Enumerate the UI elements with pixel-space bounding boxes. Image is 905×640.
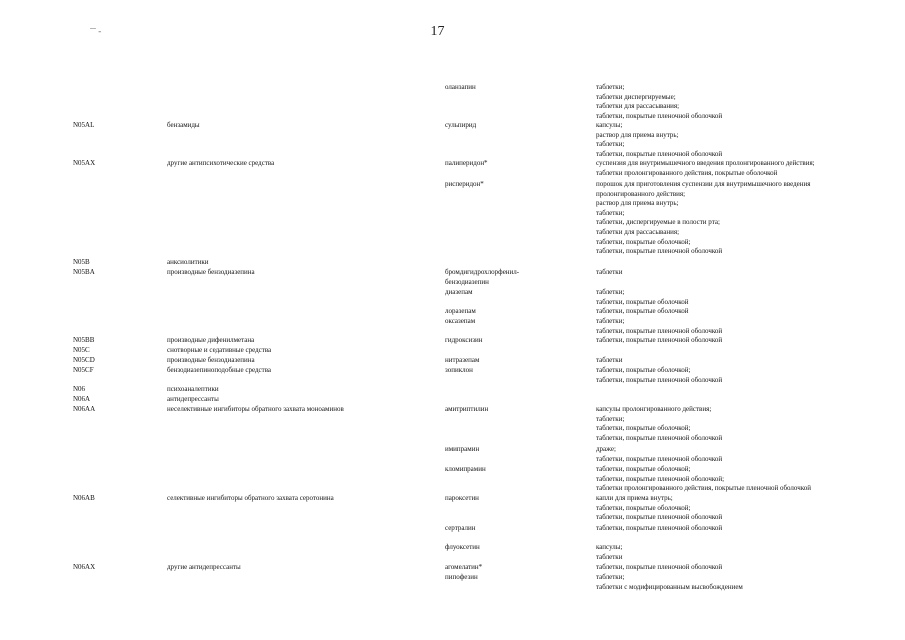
- drug-name: бензодиазепин: [445, 278, 489, 286]
- dosage-form: таблетки, покрытые пленочной оболочкой: [596, 513, 723, 522]
- dosage-form: таблетки;: [596, 140, 625, 149]
- dosage-form: суспензия для внутримышечного введения пролонгированного действия;: [596, 159, 815, 167]
- atc-group: бензамиды: [167, 121, 200, 129]
- drug-name: агомелатин*: [445, 563, 483, 571]
- atc-code: N05AX: [73, 159, 96, 167]
- dosage-form: драже;: [596, 445, 616, 453]
- scan-mark: ˉˉ -: [90, 26, 102, 36]
- drug-name: флуоксетин: [445, 543, 480, 551]
- drug-name: кломипрамин: [445, 465, 486, 473]
- dosage-form: таблетки для рассасывания;: [596, 228, 680, 236]
- dosage-form: таблетки: [596, 268, 623, 276]
- dosage-form: таблетки, покрытые оболочкой;: [596, 366, 691, 374]
- dosage-form: таблетки: [596, 552, 623, 561]
- dosage-form: таблетки: [596, 356, 623, 364]
- dosage-form: таблетки пролонгированного действия, покрытые пленочной оболочкой: [596, 484, 812, 493]
- atc-code: N05AL: [73, 121, 95, 129]
- atc-group: производные бензодиазепина: [167, 356, 255, 364]
- dosage-form: таблетки, покрытые пленочной оболочкой: [596, 524, 723, 532]
- drug-name: пароксетин: [445, 494, 479, 502]
- dosage-form: таблетки, покрытые пленочной оболочкой: [596, 563, 723, 571]
- atc-group: другие антипсихотические средства: [167, 159, 275, 167]
- atc-code: N06AB: [73, 494, 95, 502]
- dosage-form: капсулы пролонгированного действия;: [596, 405, 712, 413]
- atc-group: производные дифенилметана: [167, 336, 255, 344]
- atc-code: N05BB: [73, 336, 95, 344]
- drug-name: пипофезин: [445, 573, 478, 581]
- dosage-form: таблетки;: [596, 83, 625, 91]
- dosage-form: капли для приема внутрь;: [596, 494, 673, 502]
- dosage-form: таблетки;: [596, 317, 625, 325]
- dosage-form: раствор для приема внутрь;: [596, 199, 679, 208]
- drug-name: лоразепам: [445, 307, 476, 315]
- dosage-form: таблетки пролонгированного действия, покрытые оболочкой: [596, 168, 778, 177]
- atc-group: анксиолитики: [167, 258, 209, 266]
- dosage-form: таблетки;: [596, 288, 625, 296]
- dosage-form: капсулы;: [596, 543, 623, 551]
- dosage-form: таблетки, покрытые пленочной оболочкой: [596, 111, 723, 120]
- dosage-form: таблетки, покрытые пленочной оболочкой: [596, 433, 723, 442]
- dosage-form: таблетки, покрытые пленочной оболочкой: [596, 149, 723, 158]
- atc-group: бензодиазепиноподобные средства: [167, 366, 272, 374]
- dosage-form: раствор для приема внутрь;: [596, 130, 679, 139]
- dosage-form: таблетки, покрытые пленочной оболочкой: [596, 454, 723, 463]
- drug-name: диазепам: [445, 288, 473, 296]
- drug-name: амитриптилин: [445, 405, 489, 413]
- atc-code: N05CF: [73, 366, 94, 374]
- atc-group: селективные ингибиторы обратного захвата серотонина: [167, 494, 334, 502]
- dosage-form: таблетки;: [596, 414, 625, 423]
- drug-name: нитразепам: [445, 356, 480, 364]
- atc-group: производные бензодиазепина: [167, 268, 255, 276]
- dosage-form: таблетки;: [596, 208, 625, 217]
- atc-code: N05CD: [73, 356, 95, 364]
- atc-group: антидепрессанты: [167, 395, 219, 403]
- dosage-form: порошок для приготовления суспензии для внутримышечного введения: [596, 180, 811, 188]
- atc-code: N06AX: [73, 563, 96, 571]
- atc-code: N06AA: [73, 405, 96, 413]
- dosage-form: таблетки, покрытые пленочной оболочкой: [596, 326, 723, 335]
- atc-group: неселективные ингибиторы обратного захвата моноаминов: [167, 405, 344, 413]
- dosage-form: таблетки, покрытые оболочкой;: [596, 465, 691, 473]
- dosage-form: таблетки, покрытые пленочной оболочкой: [596, 247, 723, 256]
- drug-name: имипрамин: [445, 445, 480, 453]
- dosage-form: таблетки, покрытые пленочной оболочкой;: [596, 474, 725, 483]
- dosage-form: таблетки, диспергируемые в полости рта;: [596, 218, 720, 227]
- dosage-form: таблетки, покрытые оболочкой: [596, 297, 689, 306]
- dosage-form: таблетки с модифицированным высвобождением: [596, 582, 743, 591]
- dosage-form: таблетки, покрытые оболочкой;: [596, 503, 691, 512]
- dosage-form: таблетки, покрытые оболочкой;: [596, 237, 691, 246]
- atc-group: снотворные и седативные средства: [167, 346, 272, 354]
- page-number: 17: [430, 24, 445, 39]
- dosage-form: таблетки, покрытые оболочкой: [596, 307, 689, 315]
- dosage-form: пролонгированного действия;: [596, 189, 686, 198]
- drug-name: гидроксизин: [445, 336, 483, 344]
- drug-name: сульпирид: [445, 121, 477, 129]
- atc-group: другие антидепрессанты: [167, 563, 241, 571]
- drug-name: зопиклон: [445, 366, 473, 374]
- atc-code: N05C: [73, 346, 90, 354]
- atc-code: N06A: [73, 395, 91, 403]
- drug-name: рисперидон*: [445, 180, 484, 188]
- dosage-form: капсулы;: [596, 121, 623, 129]
- atc-group: психоаналептики: [167, 385, 219, 393]
- dosage-form: таблетки для рассасывания;: [596, 102, 680, 111]
- drug-name: оланзапин: [445, 83, 476, 91]
- drug-name: палиперидон*: [445, 159, 488, 167]
- dosage-form: таблетки, покрытые пленочной оболочкой: [596, 375, 723, 384]
- atc-code: N06: [73, 385, 86, 393]
- atc-code: N05B: [73, 258, 90, 266]
- atc-code: N05BA: [73, 268, 95, 276]
- dosage-form: таблетки диспергируемые;: [596, 92, 676, 101]
- drug-name: сертралин: [445, 524, 476, 532]
- dosage-form: таблетки, покрытые пленочной оболочкой: [596, 336, 723, 344]
- dosage-form: таблетки, покрытые оболочкой;: [596, 424, 691, 433]
- drug-name: бромдигидрохлорфенил-: [445, 268, 520, 276]
- drug-name: оксазепам: [445, 317, 476, 325]
- dosage-form: таблетки;: [596, 573, 625, 581]
